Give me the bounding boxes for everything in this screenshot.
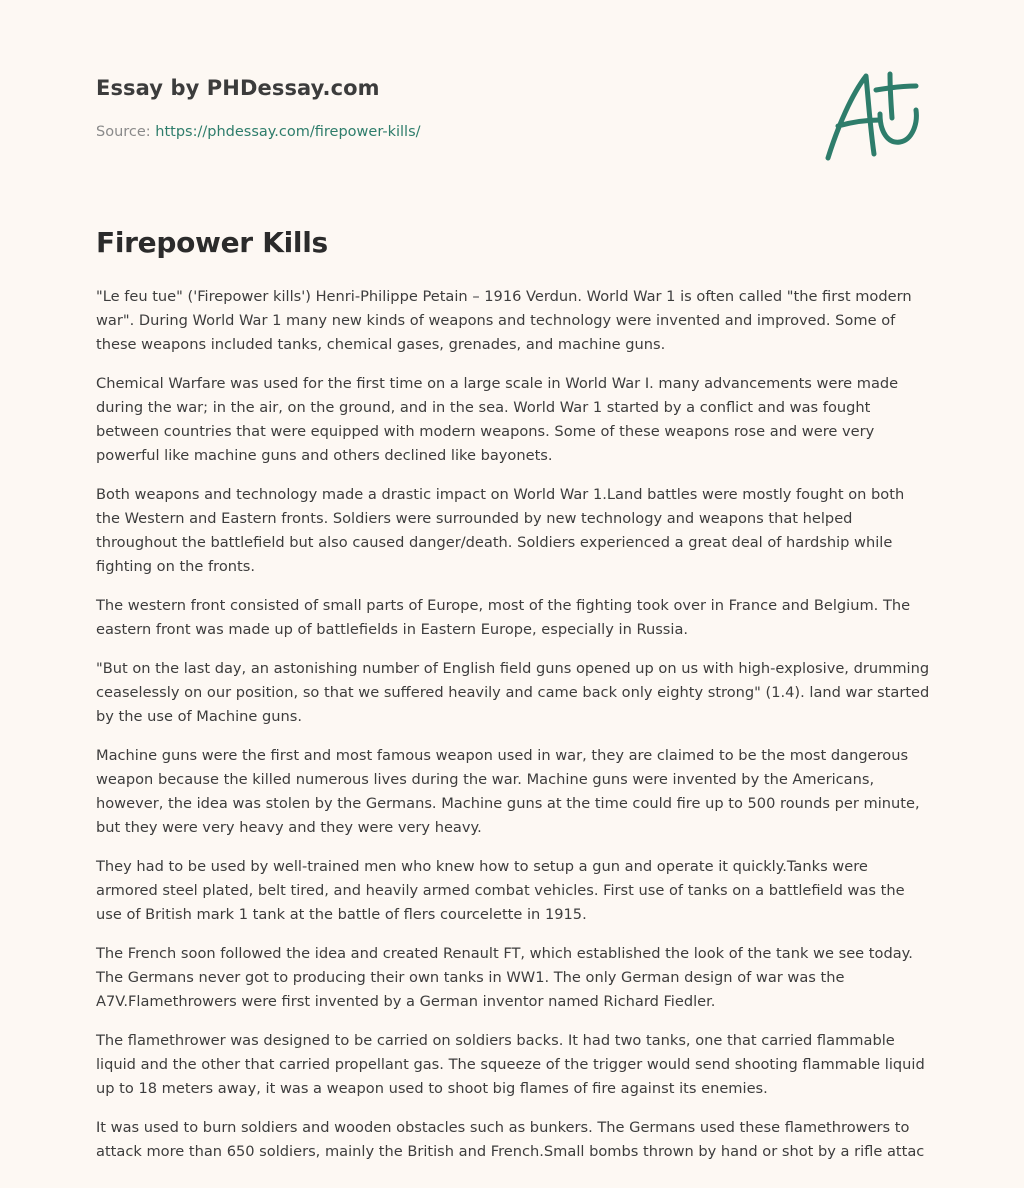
source-label: Source: [96,124,151,140]
paragraph: Both weapons and technology made a drastic impact on World War 1.Land battles were mostly fought on both the Western and Eastern fronts. Soldiers were surrounded by new technology and weapons that helped throughout the battlefield but also caused danger/death. Soldiers experienced a great deal of hardship while fighting on the fronts. [96,486,905,575]
a-plus-logo-icon [822,66,926,166]
paragraph: They had to be used by well-trained men who knew how to setup a gun and operate it quickly.Tanks were armored steel plated, belt tired, and heavily armed combat vehicles. First use of tanks on a battlefield was the use of British mark 1 tank at the battle of flers courcelette in 1915. [96,858,905,923]
page-header [96,0,932,200]
paragraph: "But on the last day, an astonishing number of English field guns opened up on us with high-explosive, drumming ceaselessly on our position, so that we suffered heavily and came back only eighty strong" (1.4). land war started by the use of Machine guns. [96,660,930,725]
paragraph: "Le feu tue" ('Firepower kills') Henri-Philippe Petain – 1916 Verdun. World War 1 is often called "the first modern war". During World War 1 many new kinds of weapons and technology were invented and improved. Some of these weapons included tanks, chemical gases, grenades, and machine guns. [96,288,912,353]
paragraph: Machine guns were the first and most famous weapon used in war, they are claimed to be the most dangerous weapon because the killed numerous lives during the war. Machine guns were invented by the Americans, however, the idea was stolen by the Germans. Machine guns at the time could fire up to 500 rounds per minute, but they were very heavy and they were very heavy. [96,747,920,836]
source-link[interactable]: https://phdessay.com/firepower-kills/ [155,124,421,140]
article-title: Firepower Kills [96,226,328,259]
essay-page [96,0,932,1160]
source-line [96,124,421,140]
paragraph: Chemical Warfare was used for the first time on a large scale in World War I. many advancements were made during the war; in the air, on the ground, and in the sea. World War 1 started by a conflict and was fought between countries that were equipped with modern weapons. Some of these weapons rose and were very powerful like machine guns and others declined like bayonets. [96,375,899,464]
paragraph: The western front consisted of small parts of Europe, most of the fighting took over in France and Belgium. The eastern front was made up of battlefields in Eastern Europe, especially in Russia. [96,597,911,638]
paragraph: It was used to burn soldiers and wooden obstacles such as bunkers. The Germans used these flamethrowers to attack more than 650 soldiers, mainly the British and French.Small bombs thrown by hand or shot by a rifle attac [96,1119,925,1160]
paragraph: The French soon followed the idea and created Renault FT, which established the look of the tank we see today. The Germans never got to producing their own tanks in WW1. The only German design of war was the A7V.Flamethrowers were first invented by a German inventor named Richard Fiedler. [96,945,913,1010]
article-body [96,285,932,1179]
paragraph: The flamethrower was designed to be carried on soldiers backs. It had two tanks, one that carried flammable liquid and the other that carried propellant gas. The squeeze of the trigger would send shooting flammable liquid up to 18 meters away, it was a weapon used to shoot big flames of fire against its enemies. [96,1032,925,1097]
brand-title: Essay by PHDessay.com [96,76,380,100]
